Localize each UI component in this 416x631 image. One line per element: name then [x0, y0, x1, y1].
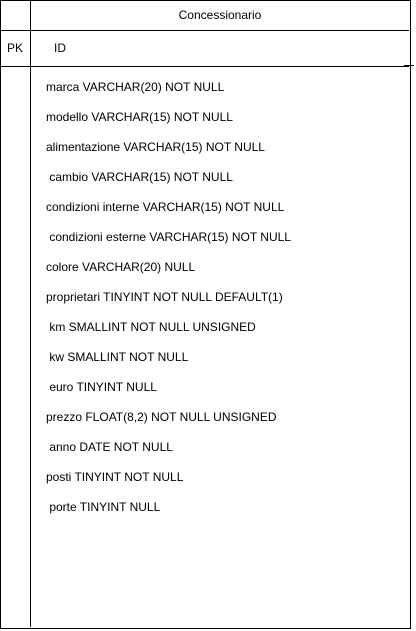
attribute-list	[46, 72, 291, 522]
attribute-row[interactable]: alimentazione VARCHAR(15) NOT NULL	[46, 140, 265, 154]
attribute-row[interactable]: anno DATE NOT NULL	[46, 440, 173, 454]
primary-key-field[interactable]: ID	[54, 41, 66, 55]
entity-title[interactable]: Concessionario	[178, 8, 262, 22]
attribute-row[interactable]: marca VARCHAR(20) NOT NULL	[46, 80, 225, 94]
primary-key-label: PK	[6, 41, 23, 55]
attribute-row[interactable]: condizioni esterne VARCHAR(15) NOT NULL	[46, 230, 291, 244]
attribute-row[interactable]: km SMALLINT NOT NULL UNSIGNED	[46, 320, 256, 334]
primary-key-divider-extension	[404, 65, 414, 66]
primary-key-divider	[0, 66, 409, 67]
attribute-row[interactable]: euro TINYINT NULL	[46, 380, 157, 394]
attribute-row[interactable]: condizioni interne VARCHAR(15) NOT NULL	[46, 200, 285, 214]
attribute-row[interactable]: prezzo FLOAT(8,2) NOT NULL UNSIGNED	[46, 410, 277, 424]
key-column-divider	[30, 0, 31, 627]
attribute-row[interactable]: posti TINYINT NOT NULL	[46, 470, 184, 484]
attribute-row[interactable]: proprietari TINYINT NOT NULL DEFAULT(1)	[46, 290, 283, 304]
attribute-row[interactable]: porte TINYINT NULL	[46, 500, 161, 514]
attribute-row[interactable]: cambio VARCHAR(15) NOT NULL	[46, 170, 233, 184]
attribute-row[interactable]: colore VARCHAR(20) NULL	[46, 260, 196, 274]
attribute-row[interactable]: modello VARCHAR(15) NOT NULL	[46, 110, 233, 124]
attribute-row[interactable]: kw SMALLINT NOT NULL	[46, 350, 189, 364]
